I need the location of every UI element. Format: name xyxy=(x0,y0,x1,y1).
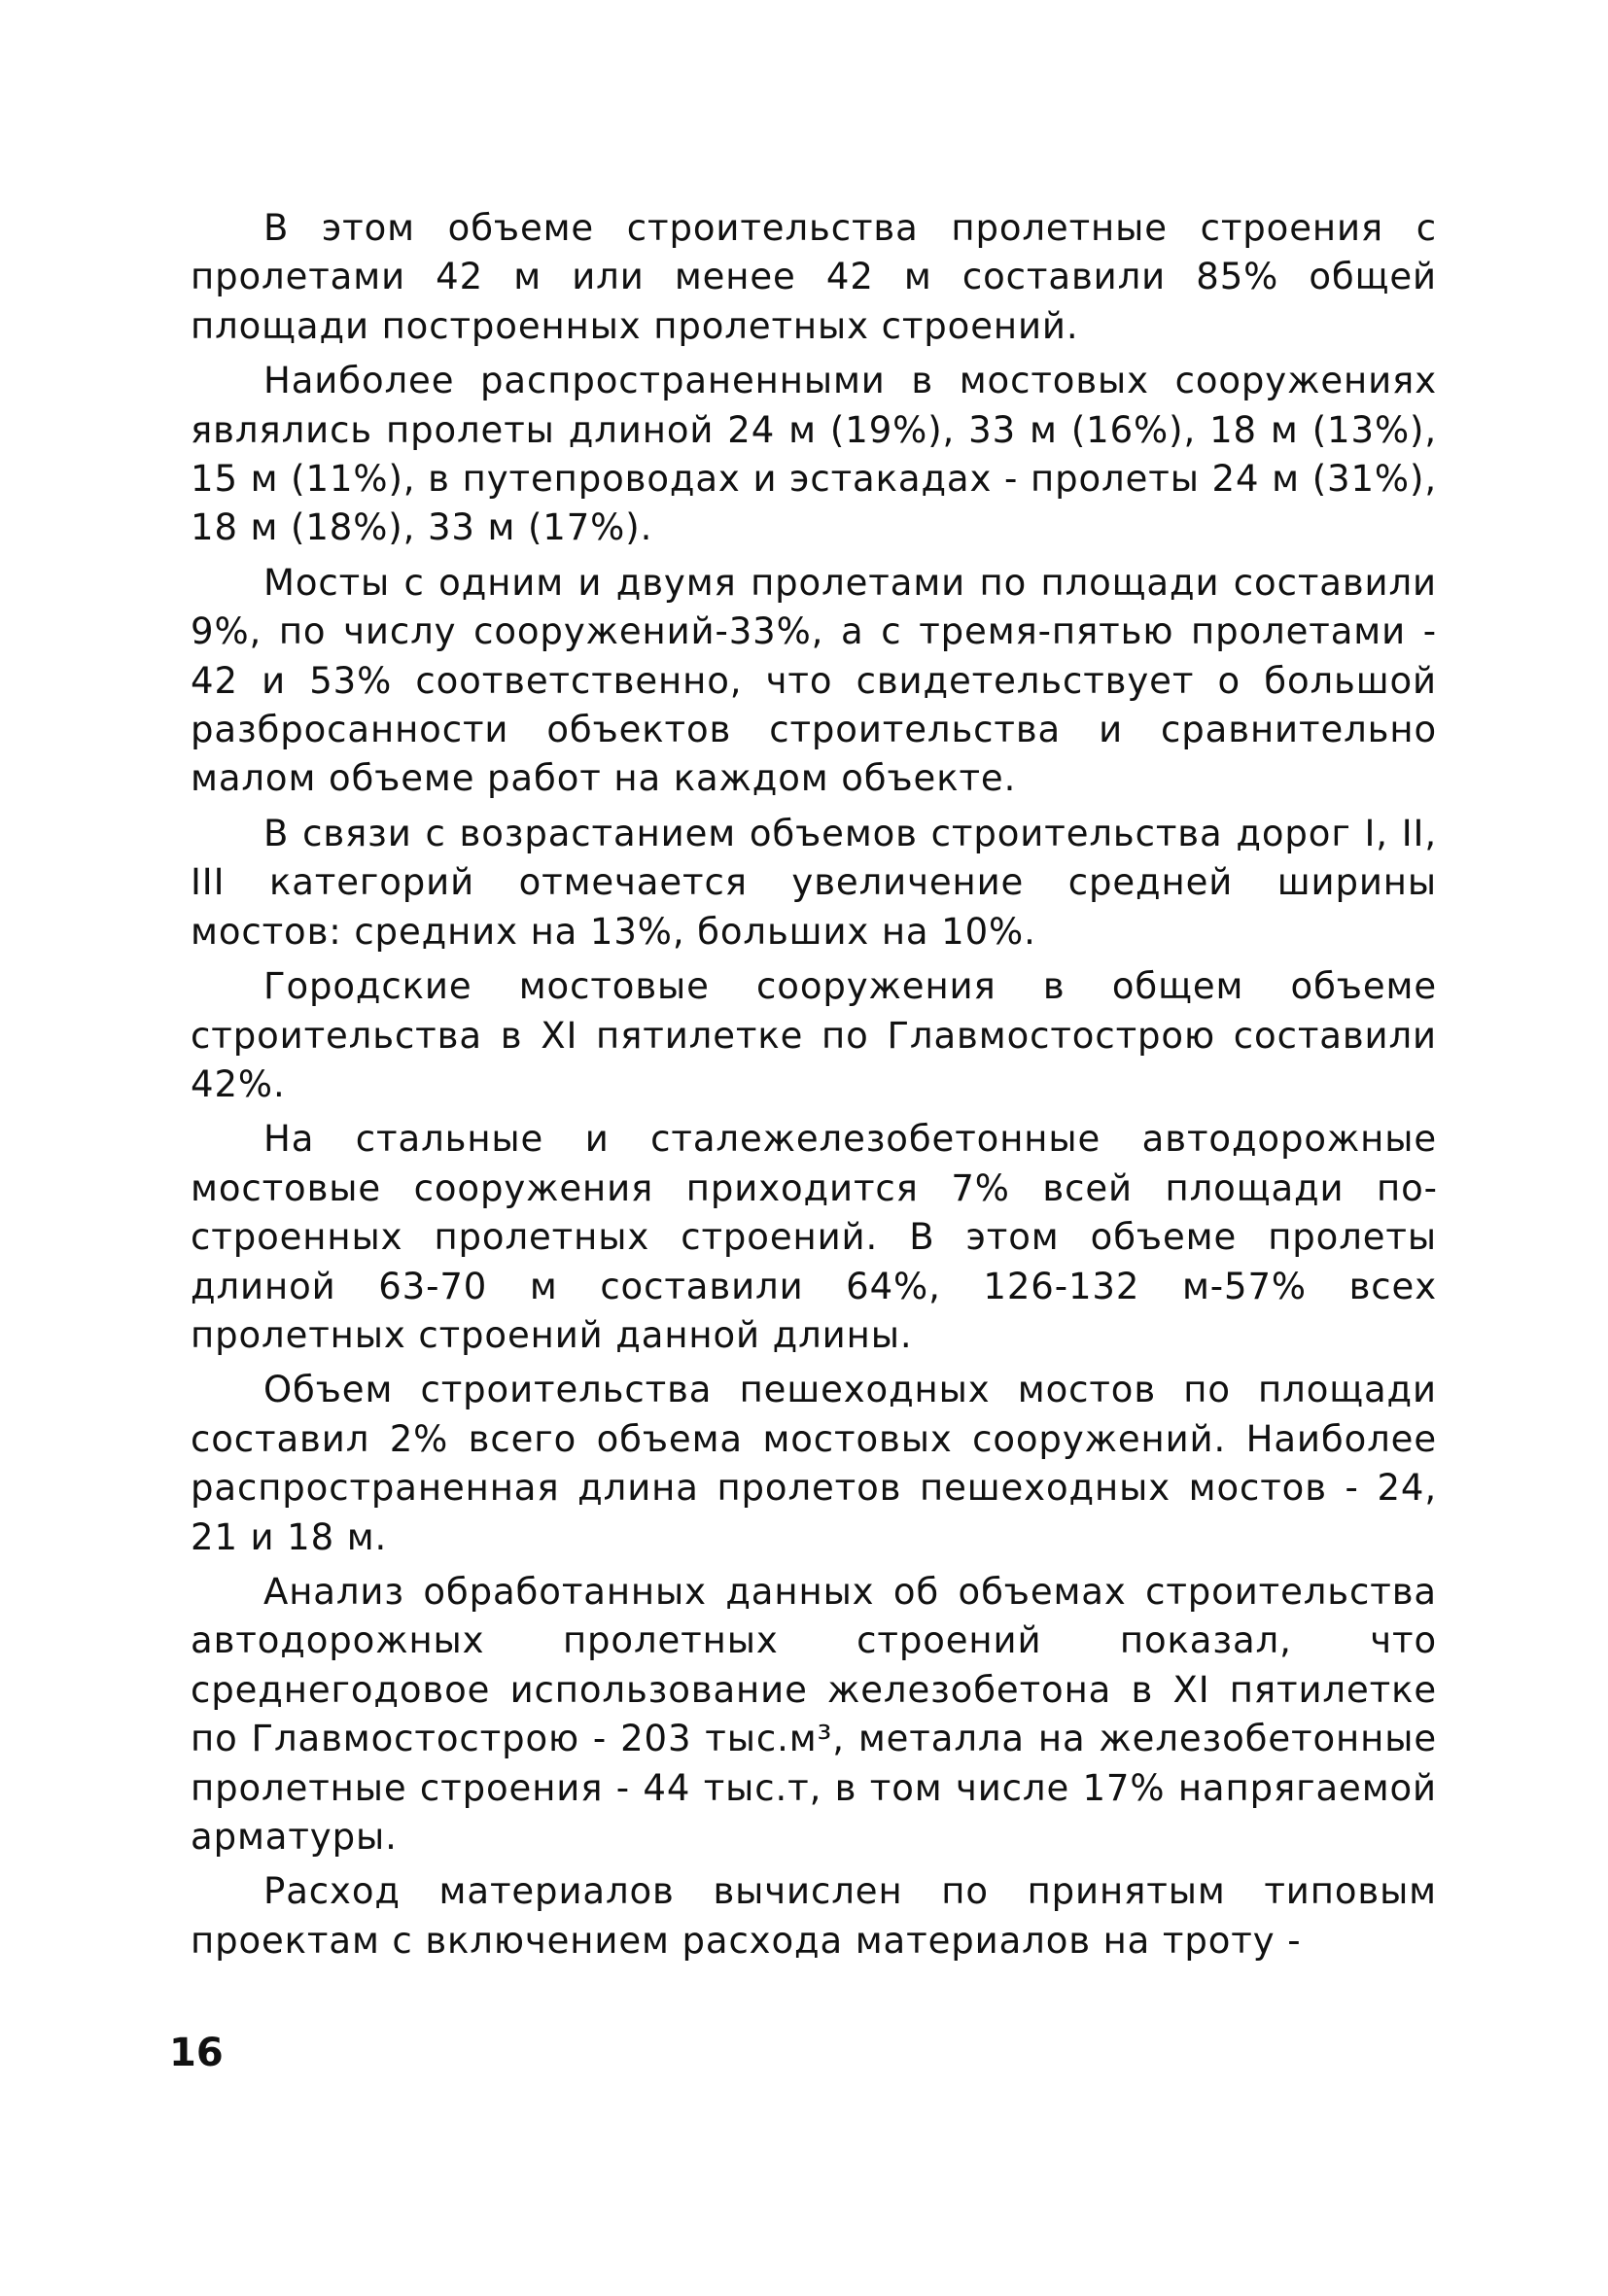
paragraph-7: Объем строительства пешеходных мостов по площади составил 2% всего объема мостовых сооружений. Наиболее распространенная длина пролетов пешеходных мостов - 24, 21 и 18 м. xyxy=(191,1369,1437,1558)
paragraph-3: Мосты с одним и двумя пролетами по площади составили 9%, по числу сооружений-33%, а с тремя-пятью пролетами - 42 и 53% соответственно, что свидетельствует о большой разбросанности объектов строительства и сравнительно малом объеме работ на каждом объекте. xyxy=(191,561,1437,800)
paragraph-5: Городские мостовые сооружения в общем объеме строительства в XI пятилетке по Главмостострою составили 42%. xyxy=(191,965,1437,1105)
paragraph-8: Анализ обработанных данных об объемах строительства автодорожных пролетных строений показал, что среднегодовое использование железобетона в XI пятилетке по Главмостострою - 203 тыс.м³, металла на железобетонные пролетные строения - 44 тыс.т, в том числе 17% напрягаемой арматуры. xyxy=(191,1570,1437,1858)
page-body xyxy=(191,204,1437,1971)
paragraph-9: Расход материалов вычислен по принятым типовым проектам с включением расхода материалов на троту - xyxy=(191,1870,1437,1962)
paragraph-6: На стальные и сталежелезобетонные автодорожные мостовые сооружения приходится 7% всей площади построенных пролетных строений. В этом объеме пролеты длиной 63-70 м составили 64%, 126-132 м-57% всех пролетных строений данной длины. xyxy=(191,1118,1437,1356)
paragraph-2: Наиболее распространенными в мостовых сооружениях являлись пролеты длиной 24 м (19%), 33 м (16%), 18 м (13%), 15 м (11%), в путепроводах и эстакадах - пролеты 24 м (31%), 18 м (18%), 33 м (17%). xyxy=(191,360,1437,549)
paragraph-4: В связи с возрастанием объемов строительства дорог I, II, III категорий отмечается увеличение средней ширины мостов: средних на 13%, больших на 10%. xyxy=(191,812,1437,953)
paragraph-1: В этом объеме строительства пролетные строения с пролетами 42 м или менее 42 м составили 85% общей площади построенных пролетных строений. xyxy=(191,207,1437,347)
page-number: 16 xyxy=(169,2031,224,2075)
